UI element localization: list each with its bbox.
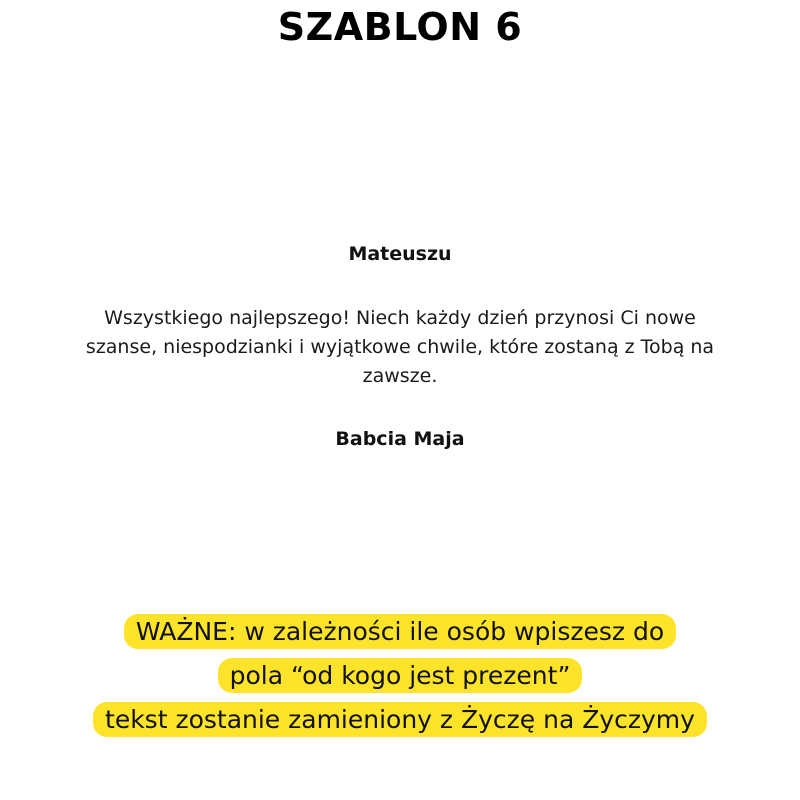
signature: Babcia Maja [335, 428, 465, 450]
notice-line-1: WAŻNE: w zależności ile osób wpiszesz do [124, 614, 676, 649]
notice-line-2: pola “od kogo jest prezent” [218, 658, 583, 693]
notice-line-3: tekst zostanie zamieniony z Życzę na Życzymy [93, 702, 707, 737]
greeting-card-text [60, 240, 740, 453]
greeting-message: Wszystkiego najlepszego! Niech każdy dzień przynosi Ci nowe szanse, niespodzianki i wyjątkowe chwile, które zostaną z Tobą na zawsze. [85, 307, 715, 387]
page-title: SZABLON 6 [277, 5, 523, 49]
recipient-name: Mateuszu [348, 243, 452, 265]
important-notice [40, 610, 760, 742]
